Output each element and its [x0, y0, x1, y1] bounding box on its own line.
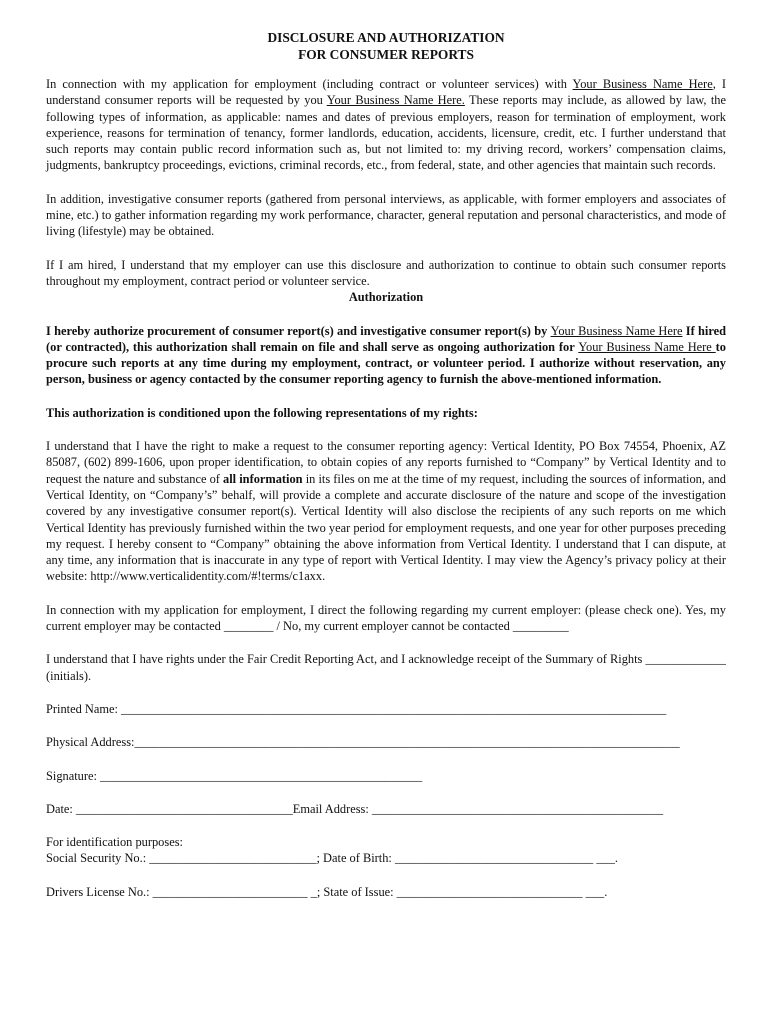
rights-text-a: I understand that I have the right to make a request to the consumer reporting agency: Vertical Identity, PO Box 74554, Phoenix, AZ 85087, (602) 899-1606, upon proper identification, to obtain copies of any reports furnished to “Company” by Vertical Identity and to request the nature and substance of — [46, 439, 726, 486]
fcra-acknowledgement: I understand that I have rights under the Fair Credit Reporting Act, and I acknowledge receipt of the Summary of Rights _____________ (initials). — [46, 652, 726, 683]
business-name-placeholder: Your Business Name Here. — [326, 93, 465, 108]
date-email-fields[interactable]: Date: ___________________________________Email Address: _______________________________________________ — [46, 801, 664, 816]
identification-label: For identification purposes: — [46, 835, 183, 850]
investigative-paragraph: In addition, investigative consumer reports (gathered from personal interviews, as applicable, with former employers and associates of mine, etc.) to gather information regarding my work performance, character, general reputation and personal characteristics, and mode of living (lifestyle) may be obtained. — [46, 191, 727, 239]
employment-paragraph: If I am hired, I understand that my employer can use this disclosure and authorization to continue to obtain such consumer reports throughout my employment, contract period or volunteer service. — [46, 257, 726, 288]
business-name-placeholder: Your Business Name Here — [572, 77, 713, 91]
intro-text-c: These reports may include, as allowed by law, the following types of information, as applicable: names and dates of previous employers, reason for termination of employment, work experience, reasons for termination of tenancy, former landlords, education, accidents, licensure, credit, etc. I further understand that such reports may contain public record information such as, but not limited to: my driving record, workers’ compensation claims, judgments, bankruptcy proceedings, evictions, criminal records, etc., from federal, state, and other agencies that maintain such records. — [46, 93, 726, 173]
printed-name-field[interactable]: Printed Name: ________________________________________________________________________________________ — [46, 701, 667, 716]
current-employer-paragraph: In connection with my application for employment, I direct the following regarding my current employer: (please check one). Yes, my current employer may be contacted ________ / No, my current employer cannot be contacted _________ — [46, 602, 726, 634]
business-name-placeholder: Your Business Name Here — [578, 339, 716, 354]
signature-field[interactable]: Signature: ____________________________________________________ — [46, 768, 423, 783]
rights-heading: This authorization is conditioned upon the following representations of my rights: — [46, 405, 478, 420]
physical-address-field[interactable]: Physical Address:________________________________________________________________________________________ — [46, 735, 680, 750]
intro-paragraph — [46, 76, 726, 174]
rights-paragraph — [46, 438, 726, 585]
authorization-text-b: If hired (or contracted), this authorization shall remain on file and shall serve as ongoing authorization for — [46, 323, 726, 354]
consent-form — [46, 29, 726, 900]
rights-text-b: in its files on me at the time of my request, including the sources of information, and Vertical Identity, on “Company’s” behalf, will provide a complete and accurate disclosure of the nature and scope of the investigation covered by any investigative consumer report(s). Vertical Identity will also disclose the recipients of any such reports on me which Vertical Identity has previously furnished within the two year period for employment requests, and one year for other purposes preceding my request. I hereby consent to “Company” obtaining the above information from Vertical Identity. I understand that I can dispute, at any time, any information that is inaccurate in any type of report with Vertical Identity. I may view the Agency’s privacy policy at their website: http://www.verticalidentity.com/#!terms/c1axx. — [46, 471, 726, 584]
authorization-text-c: to procure such reports at any time during my employment, contract, or volunteer period. I authorize without reservation, any person, business or agency contacted by the consumer reporting agency to furnish the above-mentioned information. — [46, 339, 726, 387]
authorization-paragraph — [46, 323, 726, 388]
form-title-line-2: FOR CONSUMER REPORTS — [298, 47, 474, 62]
intro-text-a: In connection with my application for employment (including contract or volunteer services) with — [46, 77, 573, 91]
intro-text-b: , I understand consumer reports will be requested by you — [46, 77, 727, 108]
form-title-line-1: DISCLOSURE AND AUTHORIZATION — [267, 30, 505, 45]
business-name-placeholder: Your Business Name Here — [550, 323, 683, 338]
authorization-heading: Authorization — [348, 290, 424, 305]
all-information-emphasis: all information — [223, 471, 303, 486]
ssn-dob-fields[interactable]: Social Security No.: ___________________________; Date of Birth: ________________________________ ___. — [46, 851, 619, 866]
drivers-license-state-fields[interactable]: Drivers License No.: _________________________ _; State of Issue: ______________________________ ___. — [46, 884, 608, 899]
authorization-text-a: I hereby authorize procurement of consumer report(s) and investigative consumer report(s) by — [46, 323, 551, 338]
